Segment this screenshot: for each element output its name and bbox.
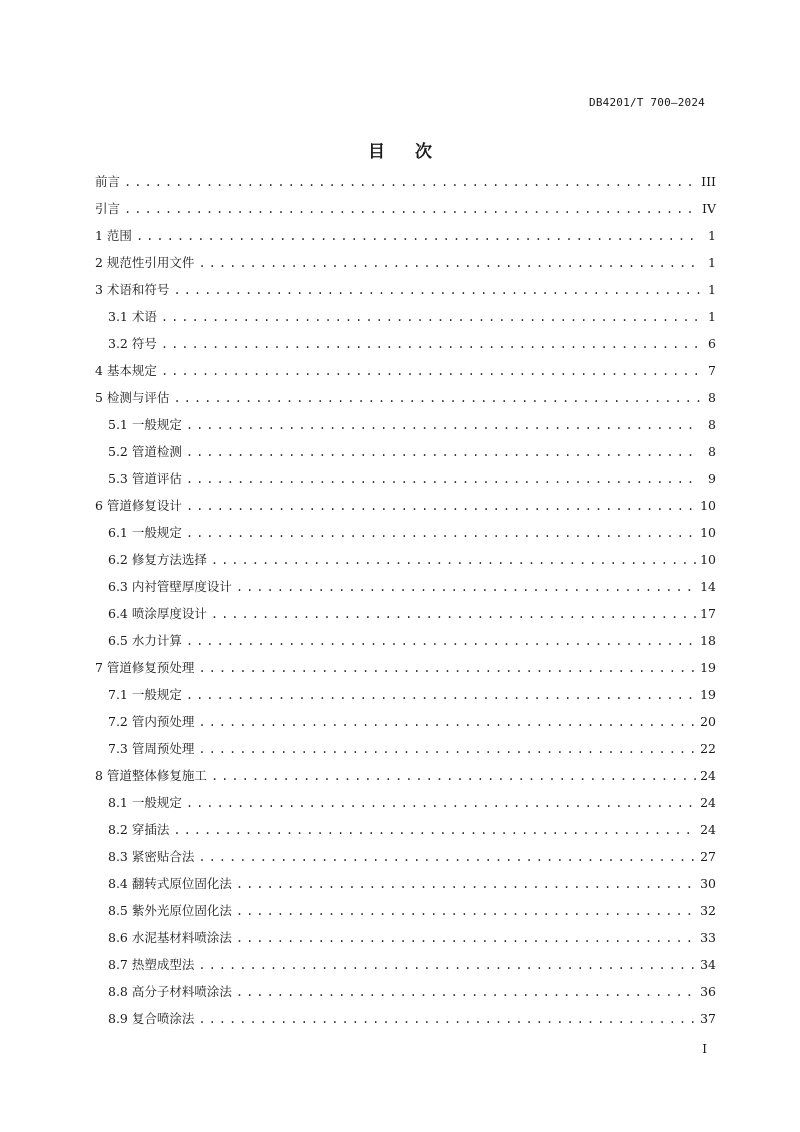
toc-entry-page: 22 <box>700 741 716 756</box>
toc-entry[interactable] <box>95 519 716 546</box>
toc-entry-page: 32 <box>700 903 716 918</box>
toc-dot-leader <box>161 331 700 358</box>
toc-entry-label: 8.2 穿插法 <box>108 822 170 837</box>
toc-dot-leader <box>236 925 696 952</box>
toc-entry-label: 5 检测与评估 <box>95 390 170 405</box>
toc-dot-leader <box>173 817 696 844</box>
toc-entry[interactable] <box>95 843 716 870</box>
page-number: I <box>702 1042 707 1056</box>
toc-dot-leader <box>198 1006 696 1033</box>
toc-dot-leader <box>198 952 696 979</box>
toc-entry[interactable] <box>95 735 716 762</box>
toc-entry-label: 7.3 管周预处理 <box>108 741 195 756</box>
toc-entry-label: 8 管道整体修复施工 <box>95 768 207 783</box>
toc-entry-page: 24 <box>700 768 716 783</box>
toc-entry[interactable] <box>95 681 716 708</box>
toc-entry[interactable] <box>95 168 716 195</box>
toc-entry-label: 6 管道修复设计 <box>95 498 182 513</box>
toc-entry-label: 8.7 热塑成型法 <box>108 957 195 972</box>
toc-entry[interactable] <box>95 573 716 600</box>
toc-entry-label: 7.1 一般规定 <box>108 687 182 702</box>
toc-entry-page: 30 <box>700 876 716 891</box>
toc-dot-leader <box>198 709 696 736</box>
toc-entry-label: 7.2 管内预处理 <box>108 714 195 729</box>
toc-entry-label: 8.3 紧密贴合法 <box>108 849 195 864</box>
toc-entry-page: 34 <box>700 957 716 972</box>
toc-entry[interactable] <box>95 627 716 654</box>
toc-entry[interactable] <box>95 816 716 843</box>
toc-entry[interactable] <box>95 384 716 411</box>
toc-entry-label: 引言 <box>95 201 121 216</box>
toc-entry[interactable] <box>95 870 716 897</box>
toc-entry-page: 7 <box>708 363 716 378</box>
toc-dot-leader <box>198 250 700 277</box>
toc-entry-page: 17 <box>700 606 716 621</box>
toc-entry[interactable] <box>95 600 716 627</box>
toc-dot-leader <box>211 763 696 790</box>
toc-dot-leader <box>186 493 696 520</box>
toc-entry[interactable] <box>95 222 716 249</box>
toc-entry-page: 1 <box>708 255 716 270</box>
toc-entry-page: 24 <box>700 822 716 837</box>
toc-entry-label: 8.4 翻转式原位固化法 <box>108 876 232 891</box>
toc-entry-page: 19 <box>700 687 716 702</box>
toc-entry-page: 1 <box>708 309 716 324</box>
toc-entry-label: 5.3 管道评估 <box>108 471 182 486</box>
toc-dot-leader <box>236 871 696 898</box>
toc-entry-page: 36 <box>700 984 716 999</box>
toc-entry-page: 27 <box>700 849 716 864</box>
toc-dot-leader <box>124 196 698 223</box>
toc-entry-page: 18 <box>700 633 716 648</box>
toc-entry-page: III <box>701 174 716 189</box>
toc-entry[interactable] <box>95 195 716 222</box>
toc-entry-page: 8 <box>708 417 716 432</box>
toc-dot-leader <box>124 169 697 196</box>
toc-entry[interactable] <box>95 438 716 465</box>
toc-dot-leader <box>198 655 696 682</box>
toc-entry-label: 6.1 一般规定 <box>108 525 182 540</box>
toc-dot-leader <box>211 601 696 628</box>
toc-entry-page: 8 <box>708 390 716 405</box>
toc-entry-label: 6.5 水力计算 <box>108 633 182 648</box>
toc-entry-page: 33 <box>700 930 716 945</box>
toc-entry-page: 10 <box>700 498 716 513</box>
toc-entry-page: 6 <box>708 336 716 351</box>
toc-entry-label: 4 基本规定 <box>95 363 157 378</box>
toc-entry[interactable] <box>95 789 716 816</box>
toc-entry-label: 8.6 水泥基材料喷涂法 <box>108 930 232 945</box>
toc-entry-label: 8.9 复合喷涂法 <box>108 1011 195 1026</box>
toc-dot-leader <box>161 358 700 385</box>
toc-dot-leader <box>198 844 696 871</box>
toc-entry-label: 2 规范性引用文件 <box>95 255 195 270</box>
toc-dot-leader <box>173 277 700 304</box>
toc-entry-label: 1 范围 <box>95 228 132 243</box>
toc-entry[interactable] <box>95 708 716 735</box>
toc-entry[interactable] <box>95 897 716 924</box>
toc-entry-label: 3.1 术语 <box>108 309 157 324</box>
toc-entry-page: 20 <box>700 714 716 729</box>
toc-entry-page: 10 <box>700 525 716 540</box>
toc-entry-page: 14 <box>700 579 716 594</box>
toc-entry[interactable] <box>95 762 716 789</box>
toc-entry-label: 3 术语和符号 <box>95 282 170 297</box>
toc-dot-leader <box>161 304 700 331</box>
toc-entry-label: 前言 <box>95 174 121 189</box>
toc-entry-label: 8.1 一般规定 <box>108 795 182 810</box>
toc-entry[interactable] <box>95 411 716 438</box>
toc-dot-leader <box>236 574 696 601</box>
toc-entry-page: 24 <box>700 795 716 810</box>
toc-entry[interactable] <box>95 654 716 681</box>
toc-entry-label: 5.1 一般规定 <box>108 417 182 432</box>
toc-dot-leader <box>186 682 696 709</box>
toc-entry-label: 5.2 管道检测 <box>108 444 182 459</box>
toc-entry[interactable] <box>95 546 716 573</box>
toc-entry-label: 3.2 符号 <box>108 336 157 351</box>
toc-entry[interactable] <box>95 357 716 384</box>
toc-dot-leader <box>236 898 696 925</box>
toc-entry-page: 1 <box>708 282 716 297</box>
toc-dot-leader <box>198 736 696 763</box>
toc-dot-leader <box>186 520 696 547</box>
toc-entry[interactable] <box>95 924 716 951</box>
toc-entry-page: 10 <box>700 552 716 567</box>
toc-entry-label: 7 管道修复预处理 <box>95 660 195 675</box>
toc-entry[interactable] <box>95 492 716 519</box>
toc-entry-page: 37 <box>700 1011 716 1026</box>
toc-dot-leader <box>186 790 696 817</box>
toc-entry-label: 6.4 喷涂厚度设计 <box>108 606 207 621</box>
toc-entry-label: 6.3 内衬管壁厚度设计 <box>108 579 232 594</box>
toc-entry[interactable] <box>95 951 716 978</box>
toc-entry[interactable] <box>95 276 716 303</box>
toc-dot-leader <box>186 412 700 439</box>
toc-entry-page: IV <box>702 201 716 216</box>
toc-dot-leader <box>136 223 700 250</box>
toc-entry[interactable] <box>95 1005 716 1032</box>
toc-entry-label: 6.2 修复方法选择 <box>108 552 207 567</box>
toc-dot-leader <box>236 979 696 1006</box>
toc-entry[interactable] <box>95 465 716 492</box>
toc-dot-leader <box>173 385 700 412</box>
toc-dot-leader <box>186 628 696 655</box>
toc-entry-label: 8.8 高分子材料喷涂法 <box>108 984 232 999</box>
toc-entry[interactable] <box>95 330 716 357</box>
toc-entry-label: 8.5 紫外光原位固化法 <box>108 903 232 918</box>
toc-dot-leader <box>186 466 700 493</box>
toc-entry-page: 19 <box>700 660 716 675</box>
table-of-contents <box>95 168 716 1032</box>
toc-entry-page: 9 <box>708 471 716 486</box>
document-code: DB4201/T 700—2024 <box>589 96 705 109</box>
toc-title: 目 次 <box>368 142 444 162</box>
toc-entry-page: 8 <box>708 444 716 459</box>
toc-entry[interactable] <box>95 978 716 1005</box>
toc-dot-leader <box>186 439 700 466</box>
toc-entry[interactable] <box>95 303 716 330</box>
toc-entry-page: 1 <box>708 228 716 243</box>
toc-dot-leader <box>211 547 696 574</box>
toc-entry[interactable] <box>95 249 716 276</box>
